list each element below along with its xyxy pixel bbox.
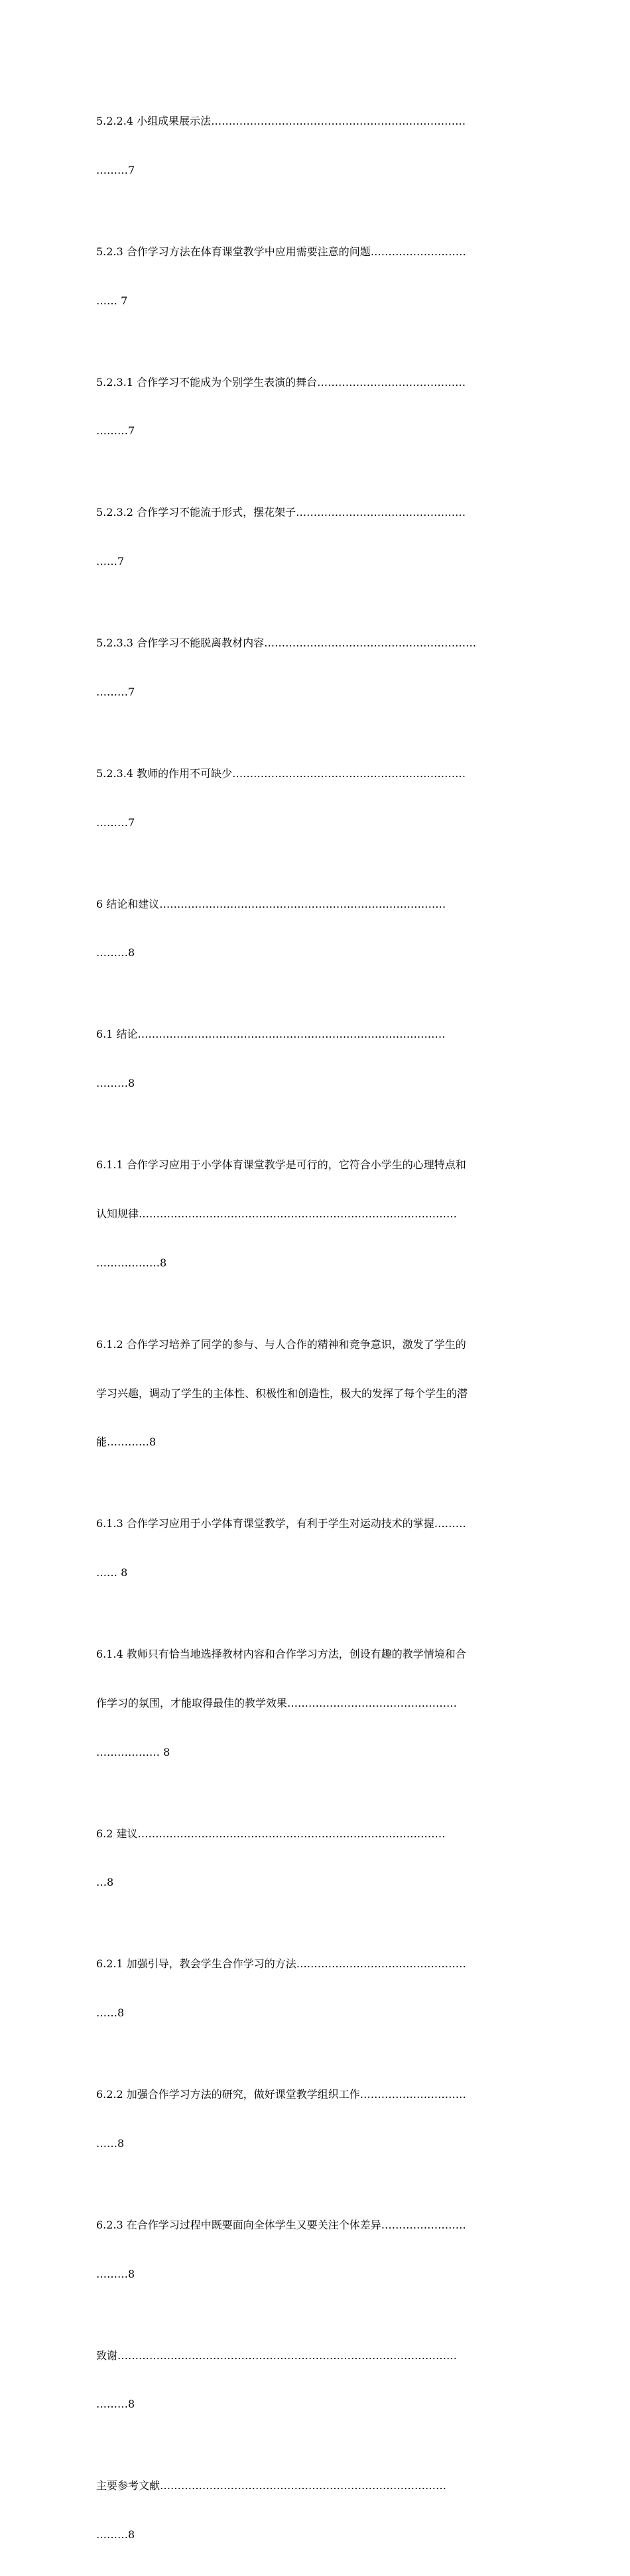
toc-line: 6.1.2 合作学习培养了同学的参与、与人合作的精神和竞争意识，激发了学生的 — [96, 1337, 466, 1351]
toc-entry — [96, 2054, 537, 2185]
toc-entry — [96, 81, 537, 212]
toc-entry — [96, 733, 537, 864]
toc-page-line: ………………8 — [96, 1256, 167, 1269]
toc-page-line: …… 8 — [96, 1566, 128, 1579]
toc-line: 6.1.1 合作学习应用于小学体育课堂教学是可行的，它符合小学生的心理特点和 — [96, 1158, 466, 1172]
toc-line: 6.2.2 加强合作学习方法的研究，做好课堂教学组织工作………………………… — [96, 2088, 466, 2101]
toc-entry — [96, 2185, 537, 2315]
toc-line: 6.2.3 在合作学习过程中既要面向全体学生又要关注个体差异…………………… — [96, 2218, 466, 2231]
toc-page-line: ………8 — [96, 946, 135, 959]
toc-page-line: ……7 — [96, 555, 125, 568]
toc-page-line: ………7 — [96, 163, 135, 176]
toc-line: 主要参考文献……………………………………………………………………… — [96, 2479, 447, 2492]
toc-page-line: …… 7 — [96, 294, 128, 307]
toc-page-line: ………8 — [96, 2398, 135, 2411]
toc-entry — [96, 212, 537, 342]
toc-entry — [96, 603, 537, 733]
toc-line: 6.1.4 教师只有恰当地选择教材内容和合作学习方法，创设有趣的教学情境和合 — [96, 1648, 466, 1660]
toc-line: 5.2.3.1 合作学习不能成为个别学生表演的舞台…………………………………… — [96, 375, 466, 389]
toc-page-line: ………7 — [96, 685, 135, 698]
toc-line: 致谢…………………………………………………………………………………… — [96, 2349, 458, 2362]
toc-entry — [96, 472, 537, 603]
toc-line: 6.1.3 合作学习应用于小学体育课堂教学，有利于学生对运动技术的掌握……… — [96, 1517, 466, 1530]
toc-line: 5.2.3.3 合作学习不能脱离教材内容…………………………………………………… — [96, 637, 477, 650]
toc-line: 5.2.3.4 教师的作用不可缺少………………………………………………………… — [96, 767, 466, 780]
toc-page-line: …8 — [96, 1876, 114, 1889]
toc-page-line: ……………… 8 — [96, 1745, 170, 1758]
toc-entry — [96, 1304, 537, 1484]
toc-line: 6.2.1 加强引导，教会学生合作学习的方法………………………………………… — [96, 1957, 466, 1971]
toc-page-line: ……8 — [96, 2006, 125, 2020]
toc-page-line: ………7 — [96, 816, 135, 829]
toc-line: 5.2.2.4 小组成果展示法……………………………………………………………… — [96, 115, 466, 128]
toc-entry — [96, 1125, 537, 1304]
toc-page-line: ………8 — [96, 1077, 135, 1090]
toc-entry — [96, 2445, 537, 2576]
toc-page-line: ………8 — [96, 2528, 135, 2542]
toc-entry — [96, 1614, 537, 1794]
toc-page-line: ………7 — [96, 424, 135, 438]
toc-entry — [96, 1924, 537, 2054]
toc-line: 6 结论和建议……………………………………………………………………… — [96, 897, 446, 910]
toc-line: 5.2.3.2 合作学习不能流于形式，摆花架子………………………………………… — [96, 506, 466, 519]
toc-entry — [96, 2315, 537, 2445]
toc-page-line: 能…………8 — [96, 1436, 157, 1449]
toc-page-line: ……8 — [96, 2136, 125, 2150]
toc-entry — [96, 342, 537, 473]
toc-entry — [96, 1483, 537, 1614]
toc-line: 6.2 建议…………………………………………………………………………… — [96, 1827, 446, 1840]
toc-page-line: ………8 — [96, 2267, 135, 2280]
toc-line: 学习兴趣，调动了学生的主体性、积极性和创造性，极大的发挥了每个学生的潜 — [96, 1386, 468, 1400]
toc-entry — [96, 994, 537, 1125]
toc-entry — [96, 864, 537, 995]
toc-line: 5.2.3 合作学习方法在体育课堂教学中应用需要注意的问题……………………… — [96, 245, 466, 258]
toc-line: 6.1 结论…………………………………………………………………………… — [96, 1028, 446, 1041]
toc-line: 认知规律……………………………………………………………………………… — [96, 1207, 458, 1220]
toc-line: 作学习的氛围，才能取得最佳的教学效果………………………………………… — [96, 1696, 458, 1709]
table-of-contents — [96, 81, 537, 2576]
toc-entry — [96, 1793, 537, 1924]
